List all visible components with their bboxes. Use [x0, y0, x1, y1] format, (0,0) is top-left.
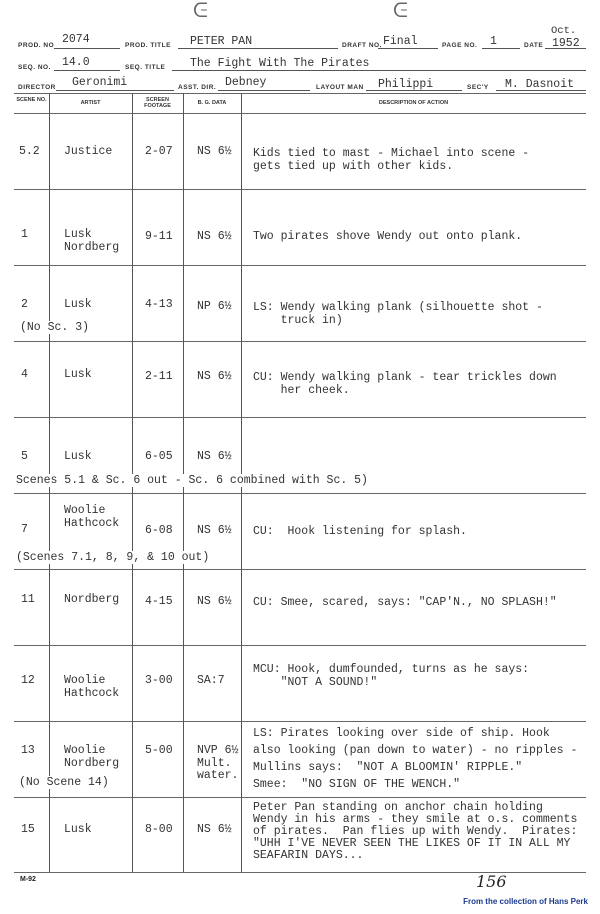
- row-7-artist: Nordberg: [64, 593, 120, 606]
- row-1-description: Kids tied to mast - Michael into scene - gets tied up with other kids.: [253, 147, 530, 173]
- row-10-bg: NS 6½: [197, 823, 232, 836]
- row-7-bg: NS 6½: [197, 595, 232, 608]
- prod-no-value: 2074: [62, 33, 90, 46]
- row-2-scene: 1: [21, 228, 28, 241]
- asst-dir-value: Debney: [225, 76, 267, 89]
- row-3-footage: 4-13: [145, 298, 173, 311]
- row-10-scene: 15: [21, 823, 35, 836]
- director-value: Geronimi: [72, 76, 128, 89]
- row-3-note: (No Sc. 3): [20, 321, 90, 334]
- row-9-bg: NVP 6½ Mult. water.: [197, 744, 239, 782]
- row-2-bg: NS 6½: [197, 230, 232, 243]
- col-header-scene-no: SCENE NO.: [16, 97, 47, 103]
- row-3-bg: NP 6½: [197, 300, 232, 313]
- seq-title-value: The Fight With The Pirates: [190, 57, 370, 70]
- row-5-scene: 5: [21, 450, 28, 463]
- handwritten-page-number: 156: [476, 872, 507, 891]
- row-2-footage: 9-11: [145, 230, 173, 243]
- binder-hole-mark-right: ᕮ: [393, 1, 408, 24]
- row-10-description: Peter Pan standing on anchor chain holding Wendy in his arms - they smile at o.s. comments of pirates. Pan flies up with Wendy. Pirates: "UHH I'VE NEVER SEEN THE LIKES OF IT IN ALL MY SEAFARIN DAYS...: [253, 801, 578, 862]
- col-header-screen-footage: SCREEN FOOTAGE: [144, 97, 171, 109]
- asst-dir-label: ASST. DIR.: [178, 84, 217, 91]
- secy-value: M. Dasnoit: [505, 78, 575, 91]
- row-3-scene: 2: [21, 298, 28, 311]
- row-5-note: Scenes 5.1 & Sc. 6 out - Sc. 6 combined with Sc. 5): [16, 474, 368, 487]
- row-6-note: (Scenes 7.1, 8, 9, & 10 out): [16, 551, 210, 564]
- prod-title-label: PROD. TITLE: [125, 42, 171, 49]
- row-4-footage: 2-11: [145, 370, 173, 383]
- row-4-bg: NS 6½: [197, 370, 232, 383]
- row-8-scene: 12: [21, 674, 35, 687]
- row-9-scene: 13: [21, 744, 35, 757]
- row-9-description: LS: Pirates looking over side of ship. Hook also looking (pan down to water) - no ripples - Mullins says: "NOT A BLOOMIN' RIPPLE." Smee: "NO SIGN OF THE WENCH.": [253, 727, 578, 791]
- row-5-artist: Lusk: [64, 450, 92, 463]
- row-1-artist: Justice: [64, 145, 113, 158]
- row-9-note: (No Scene 14): [19, 776, 109, 789]
- col-header-artist: ARTIST: [80, 100, 101, 106]
- row-5-footage: 6-05: [145, 450, 173, 463]
- seq-no-value: 14.0: [62, 56, 90, 69]
- row-6-description: CU: Hook listening for splash.: [253, 525, 467, 538]
- prod-title-value: PETER PAN: [190, 35, 253, 48]
- row-6-bg: NS 6½: [197, 524, 232, 537]
- binder-hole-mark-left: ᕮ: [193, 1, 208, 24]
- row-8-footage: 3-00: [145, 674, 173, 687]
- page-no-value: 1: [490, 35, 497, 48]
- row-1-scene: 5.2: [19, 145, 40, 158]
- row-5-bg: NS 6½: [197, 450, 232, 463]
- date-label: DATE: [524, 42, 544, 49]
- row-10-artist: Lusk: [64, 823, 92, 836]
- row-9-artist: Woolie Nordberg: [64, 744, 120, 770]
- row-10-footage: 8-00: [145, 823, 173, 836]
- layout-man-value: Philippi: [378, 78, 434, 91]
- form-code: M-92: [20, 876, 36, 883]
- row-8-description: MCU: Hook, dumfounded, turns as he says: "NOT A SOUND!": [253, 663, 530, 689]
- row-7-scene: 11: [21, 593, 35, 606]
- date-year-value: 1952: [552, 37, 580, 50]
- row-6-footage: 6-08: [145, 524, 173, 537]
- row-7-footage: 4-15: [145, 595, 173, 608]
- row-8-bg: SA:7: [197, 674, 225, 687]
- col-header-description: DESCRIPTION OF ACTION: [378, 100, 449, 106]
- prod-no-label: PROD. NO: [18, 42, 55, 49]
- draft-no-value: Final: [383, 35, 418, 48]
- date-month-value: Oct.: [551, 25, 577, 37]
- layout-man-label: LAYOUT MAN: [316, 84, 364, 91]
- row-4-description: CU: Wendy walking plank - tear trickles down her cheek.: [253, 371, 557, 397]
- row-6-artist: Woolie Hathcock: [64, 504, 120, 530]
- director-label: DIRECTOR: [18, 84, 56, 91]
- col-header-bg-data: B. G. DATA: [197, 100, 227, 106]
- row-4-artist: Lusk: [64, 368, 92, 381]
- secy-label: SEC'Y: [467, 84, 489, 91]
- row-3-artist: Lusk: [64, 298, 92, 311]
- row-6-scene: 7: [21, 523, 28, 536]
- row-8-artist: Woolie Hathcock: [64, 674, 120, 700]
- seq-title-label: SEQ. TITLE: [125, 64, 166, 71]
- seq-no-label: SEQ. NO.: [18, 64, 51, 71]
- collection-credit: From the collection of Hans Perk: [463, 897, 588, 906]
- row-2-description: Two pirates shove Wendy out onto plank.: [253, 230, 523, 243]
- row-1-bg: NS 6½: [197, 145, 232, 158]
- row-2-artist: Lusk Nordberg: [64, 228, 120, 254]
- row-7-description: CU: Smee, scared, says: "CAP'N., NO SPLASH!": [253, 596, 557, 609]
- row-3-description: LS: Wendy walking plank (silhouette shot - truck in): [253, 301, 543, 327]
- page-no-label: PAGE NO.: [442, 42, 478, 49]
- draft-no-label: DRAFT NO.: [342, 42, 382, 49]
- row-1-footage: 2-07: [145, 145, 173, 158]
- row-9-footage: 5-00: [145, 744, 173, 757]
- row-4-scene: 4: [21, 368, 28, 381]
